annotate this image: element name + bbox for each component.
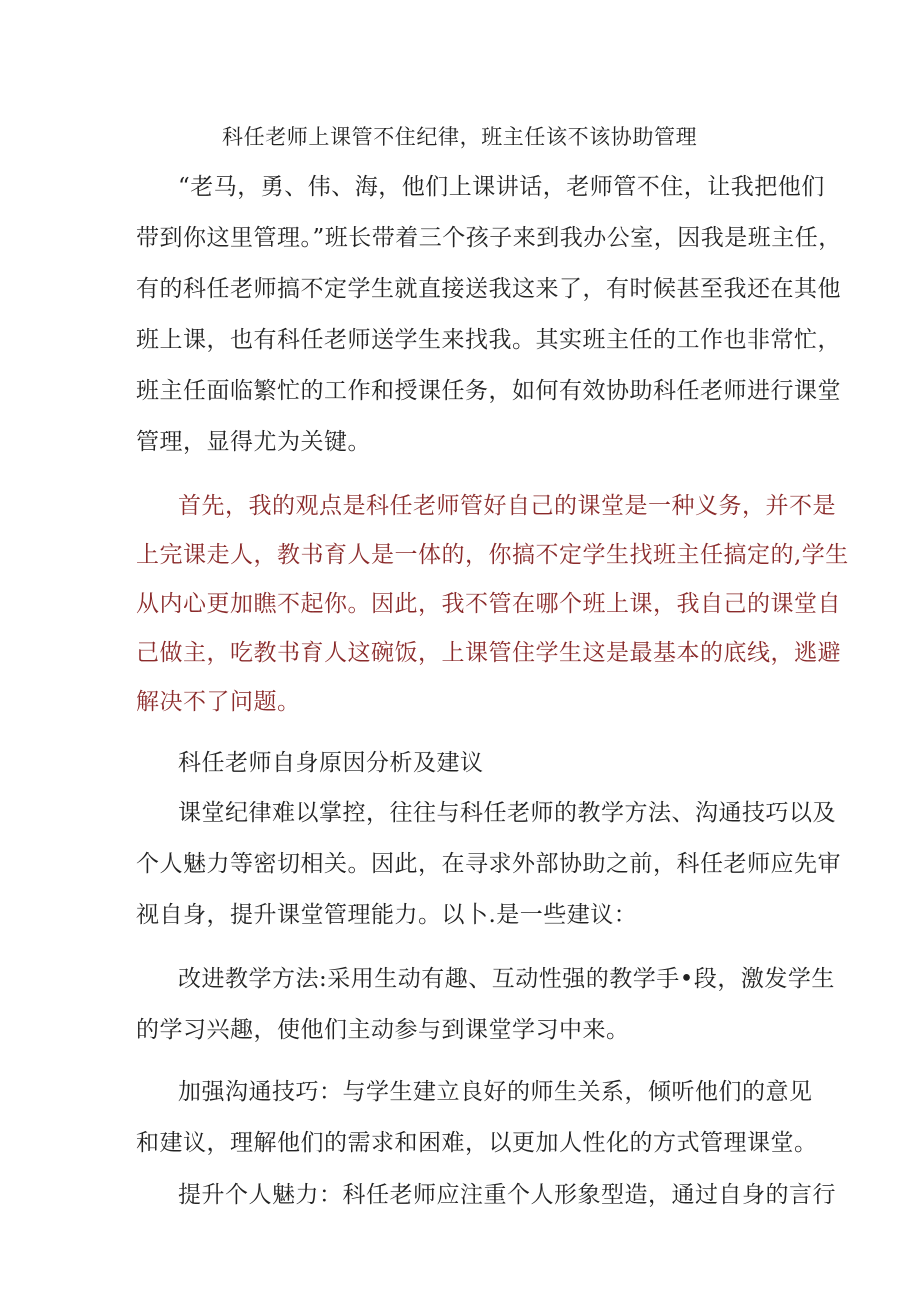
document-title: 科任老师上课管不住纪律，班主任该不该协助管理 <box>222 125 698 149</box>
paragraph-line: 个人魅力等密切相关。因此，在寻求外部协助之前，科任老师应先审 <box>136 851 841 877</box>
paragraph-line: 上完课走人，教书育人是一体的，你搞不定学生找班主任搞定的,学生 <box>136 542 849 568</box>
paragraph-line: 管理，显得尤为关键。 <box>136 429 371 455</box>
paragraph-line: 和建议，理解他们的需求和困难，以更加人性化的方式管理课堂。 <box>136 1130 818 1156</box>
paragraph-line: 班上课，也有科任老师送学生来找我。其实班主任的工作也非常忙， <box>136 327 841 353</box>
paragraph-line: 的学习兴趣，使他们主动参与到课堂学习中来。 <box>136 1017 630 1043</box>
paragraph-line: 带到你这里管理。”班长带着三个孩子来到我办公室，因我是班主任， <box>136 225 842 251</box>
paragraph-line: 视自身，提升课堂管理能力。以卜.是一些建议： <box>136 902 638 928</box>
paragraph-line: 有的科任老师搞不定学生就直接送我这来了，有时候甚至我还在其他 <box>136 276 841 302</box>
paragraph-line: 课堂纪律难以掌控，往往与科任老师的教学方法、沟通技巧以及 <box>178 800 836 826</box>
paragraph-line: “老马，勇、伟、海，他们上课讲话，老师管不住，让我把他们 <box>178 174 825 200</box>
paragraph-line: 提升个人魅力：科任老师应注重个人形象型造，通过自身的言行 <box>178 1182 836 1208</box>
paragraph-line: 加强沟通技巧：与学生建立良好的师生关系，倾听他们的意见 <box>178 1079 813 1105</box>
paragraph-line: 班主任面临繁忙的工作和授课任务，如何有效协助科任老师进行课堂 <box>136 378 841 404</box>
paragraph-line: 己做主，吃教书育人这碗饭，上课管住学生这是最基本的底线，逃避 <box>136 640 841 666</box>
paragraph-line: 解决不了问题。 <box>136 689 301 715</box>
paragraph-line: 从内心更加瞧不起你。因此，我不管在哪个班上课，我自己的课堂自 <box>136 591 841 617</box>
paragraph-line: 首先，我的观点是科任老师管好自己的课堂是一种义务，并不是 <box>178 493 836 519</box>
section-heading: 科任老师自身原因分析及建议 <box>178 750 484 776</box>
paragraph-line: 改进教学方法:采用生动有趣、互动性强的教学手•段，激发学生 <box>178 966 835 992</box>
